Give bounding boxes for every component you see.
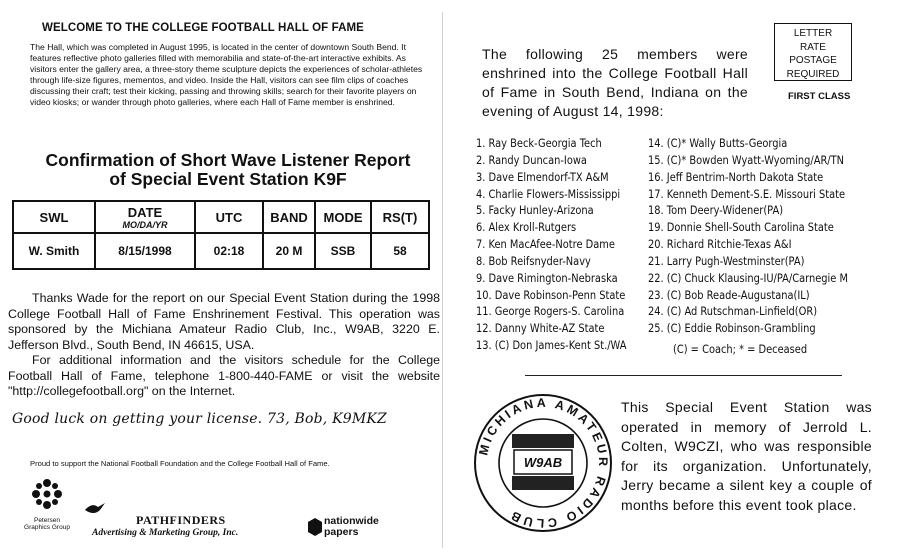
member-item: 23. (C) Bob Reade-Augustana(IL) <box>648 288 810 302</box>
welcome-body: The Hall, which was completed in August 1995, is located in the center of downtown South Bend. It features reflective photo galleries filled with memorabilia and state-of-the-art interactive exhibits. As visitors enter the gallery area, a three-story theme sculpture depicts the experiences of scholar-athletes through life-size figures, mementos, and video. Inside the Hall, visitors can see film clips of coaches discussing their craft; test their kicking, passing and throwing skills; search for their favorite players on video kiosks; or wander through photo galleries, where each Hall of Fame member is enshrined. <box>30 42 423 108</box>
qsl-header-band: BAND <box>263 201 315 233</box>
member-item: 1. Ray Beck-Georgia Tech <box>476 137 602 150</box>
card-divider <box>442 12 443 548</box>
sponsor-note: Proud to support the National Football Foundation and the College Football Hall of Fame. <box>30 459 330 468</box>
confirmation-title-line-1: Confirmation of Short Wave Listener Report <box>45 150 411 170</box>
member-item: 18. Tom Deery-Widener(PA) <box>648 204 784 218</box>
thanks-text <box>8 291 440 400</box>
member-item: 20. Richard Ritchie-Texas A&I <box>648 238 792 252</box>
qsl-cell-utc: 02:18 <box>195 233 263 269</box>
qsl-cell-rst: 58 <box>371 233 429 269</box>
member-item: 12. Danny White-AZ State <box>476 322 605 336</box>
member-item: 25. (C) Eddie Robinson-Grambling <box>648 322 816 336</box>
member-item: 16. Jeff Bentrim-North Dakota State <box>648 170 824 184</box>
qsl-header-date-label: DATE <box>127 204 163 220</box>
members-list-col-1 <box>476 136 647 355</box>
welcome-title: WELCOME TO THE COLLEGE FOOTBALL HALL OF FAME <box>42 22 364 34</box>
member-item: 10. Dave Robinson-Penn State <box>476 288 626 302</box>
petersen-logo <box>22 476 72 531</box>
member-item: 24. (C) Ad Rutschman-Linfield(OR) <box>648 305 818 319</box>
member-item: 21. Larry Pugh-Westminster(PA) <box>648 254 805 268</box>
section-rule <box>525 375 842 376</box>
confirmation-title-line-2: of Special Event Station K9F <box>109 169 347 189</box>
postage-line: POSTAGE <box>789 55 837 66</box>
nationwide-mark-icon <box>308 518 322 536</box>
members-intro: The following 25 members were enshrined into the College Football Hall of Fame in South Bend, Indiana on the evening of August 14, 1998: <box>482 46 748 119</box>
qsl-header-date-format: MO/DA/YR <box>122 219 168 230</box>
seal-ring-text: MICHIANA AMATEUR RADIO CLUB <box>476 395 611 531</box>
member-item: 6. Alex Kroll-Rutgers <box>476 221 577 235</box>
member-item: 5. Facky Hunley-Arizona <box>476 204 594 218</box>
pathfinders-bird-icon <box>84 500 106 523</box>
thanks-paragraph-2: For additional information and the visitors schedule for the College Football Hall of Fame, telephone 1-800-440-FAME or visit the website "http://collegefootball.org" on the Internet. <box>8 353 440 398</box>
postage-line: REQUIRED <box>786 68 840 80</box>
memorial-text: This Special Event Station was operated in memory of Jerrold L. Colten, W9CZI, who was responsible for its organization. Unfortunately, Jerry became a silent key a couple of months before this event took place. <box>621 399 872 513</box>
coach-legend: (C) = Coach; * = Deceased <box>673 343 808 356</box>
member-item: 3. Dave Elmendorf-TX A&M <box>476 170 609 184</box>
club-seal <box>474 392 612 534</box>
petersen-logo-text: Petersen Graphics Group <box>24 517 70 531</box>
member-item: 4. Charlie Flowers-Mississippi <box>476 187 621 201</box>
seal-callsign: W9AB <box>523 455 563 470</box>
member-item: 22. (C) Chuck Klausing-IU/PA/Carnegie M <box>648 271 848 285</box>
qsl-header-swl: SWL <box>13 201 95 233</box>
pathfinders-logo: PATHFINDERS <box>136 513 226 527</box>
member-item: 11. George Rogers-S. Carolina <box>476 305 625 319</box>
handwritten-signoff: Good luck on getting your license. 73, Bob, K9MKZ <box>12 411 387 427</box>
postage-line: LETTER <box>793 28 833 39</box>
club-seal-icon <box>474 392 612 534</box>
member-item: 14. (C)* Wally Butts-Georgia <box>648 137 788 150</box>
member-item: 9. Dave Rimington-Nebraska <box>476 271 618 285</box>
member-item: 8. Bob Reifsnyder-Navy <box>476 254 591 268</box>
qsl-header-utc: UTC <box>195 201 263 233</box>
qsl-header-rst: RS(T) <box>371 201 429 233</box>
member-item: 17. Kenneth Dement-S.E. Missouri State <box>648 187 846 201</box>
members-list-col-2 <box>648 136 875 338</box>
qsl-cell-band: 20 M <box>263 233 315 269</box>
pathfinders-tagline: Advertising & Marketing Group, Inc. <box>92 528 239 538</box>
qsl-table-row <box>13 233 429 269</box>
qsl-cell-date: 8/15/1998 <box>95 233 195 269</box>
confirmation-title <box>18 151 438 189</box>
petersen-mark-icon <box>29 476 65 512</box>
member-item: 7. Ken MacAfee-Notre Dame <box>476 238 615 252</box>
qsl-header-mode: MODE <box>315 201 371 233</box>
thanks-paragraph-1: Thanks Wade for the report on our Special Event Station during the 1998 College Football Hall of Fame Enshrinement Festival. This operation was sponsored by the Michiana Amateur Radio Club, Inc., W9AB, 3220 E. Jefferson Blvd., South Bend, IN 46615, USA. <box>8 291 440 352</box>
qsl-header-date <box>95 201 195 233</box>
postage-line: RATE <box>800 41 826 53</box>
postage-box <box>774 23 852 81</box>
qsl-cell-mode: SSB <box>315 233 371 269</box>
qsl-cell-swl: W. Smith <box>13 233 95 269</box>
first-class-label: FIRST CLASS <box>788 91 851 102</box>
qsl-table-header-row <box>13 201 429 233</box>
qsl-report-table <box>12 200 430 270</box>
member-item: 2. Randy Duncan-Iowa <box>476 153 587 167</box>
nationwide-logo: nationwide papers <box>324 515 379 538</box>
member-item: 13. (C) Don James-Kent St./WA <box>476 339 627 353</box>
member-item: 19. Donnie Shell-South Carolina State <box>648 221 834 235</box>
member-item: 15. (C)* Bowden Wyatt-Wyoming/AR/TN <box>648 153 845 167</box>
